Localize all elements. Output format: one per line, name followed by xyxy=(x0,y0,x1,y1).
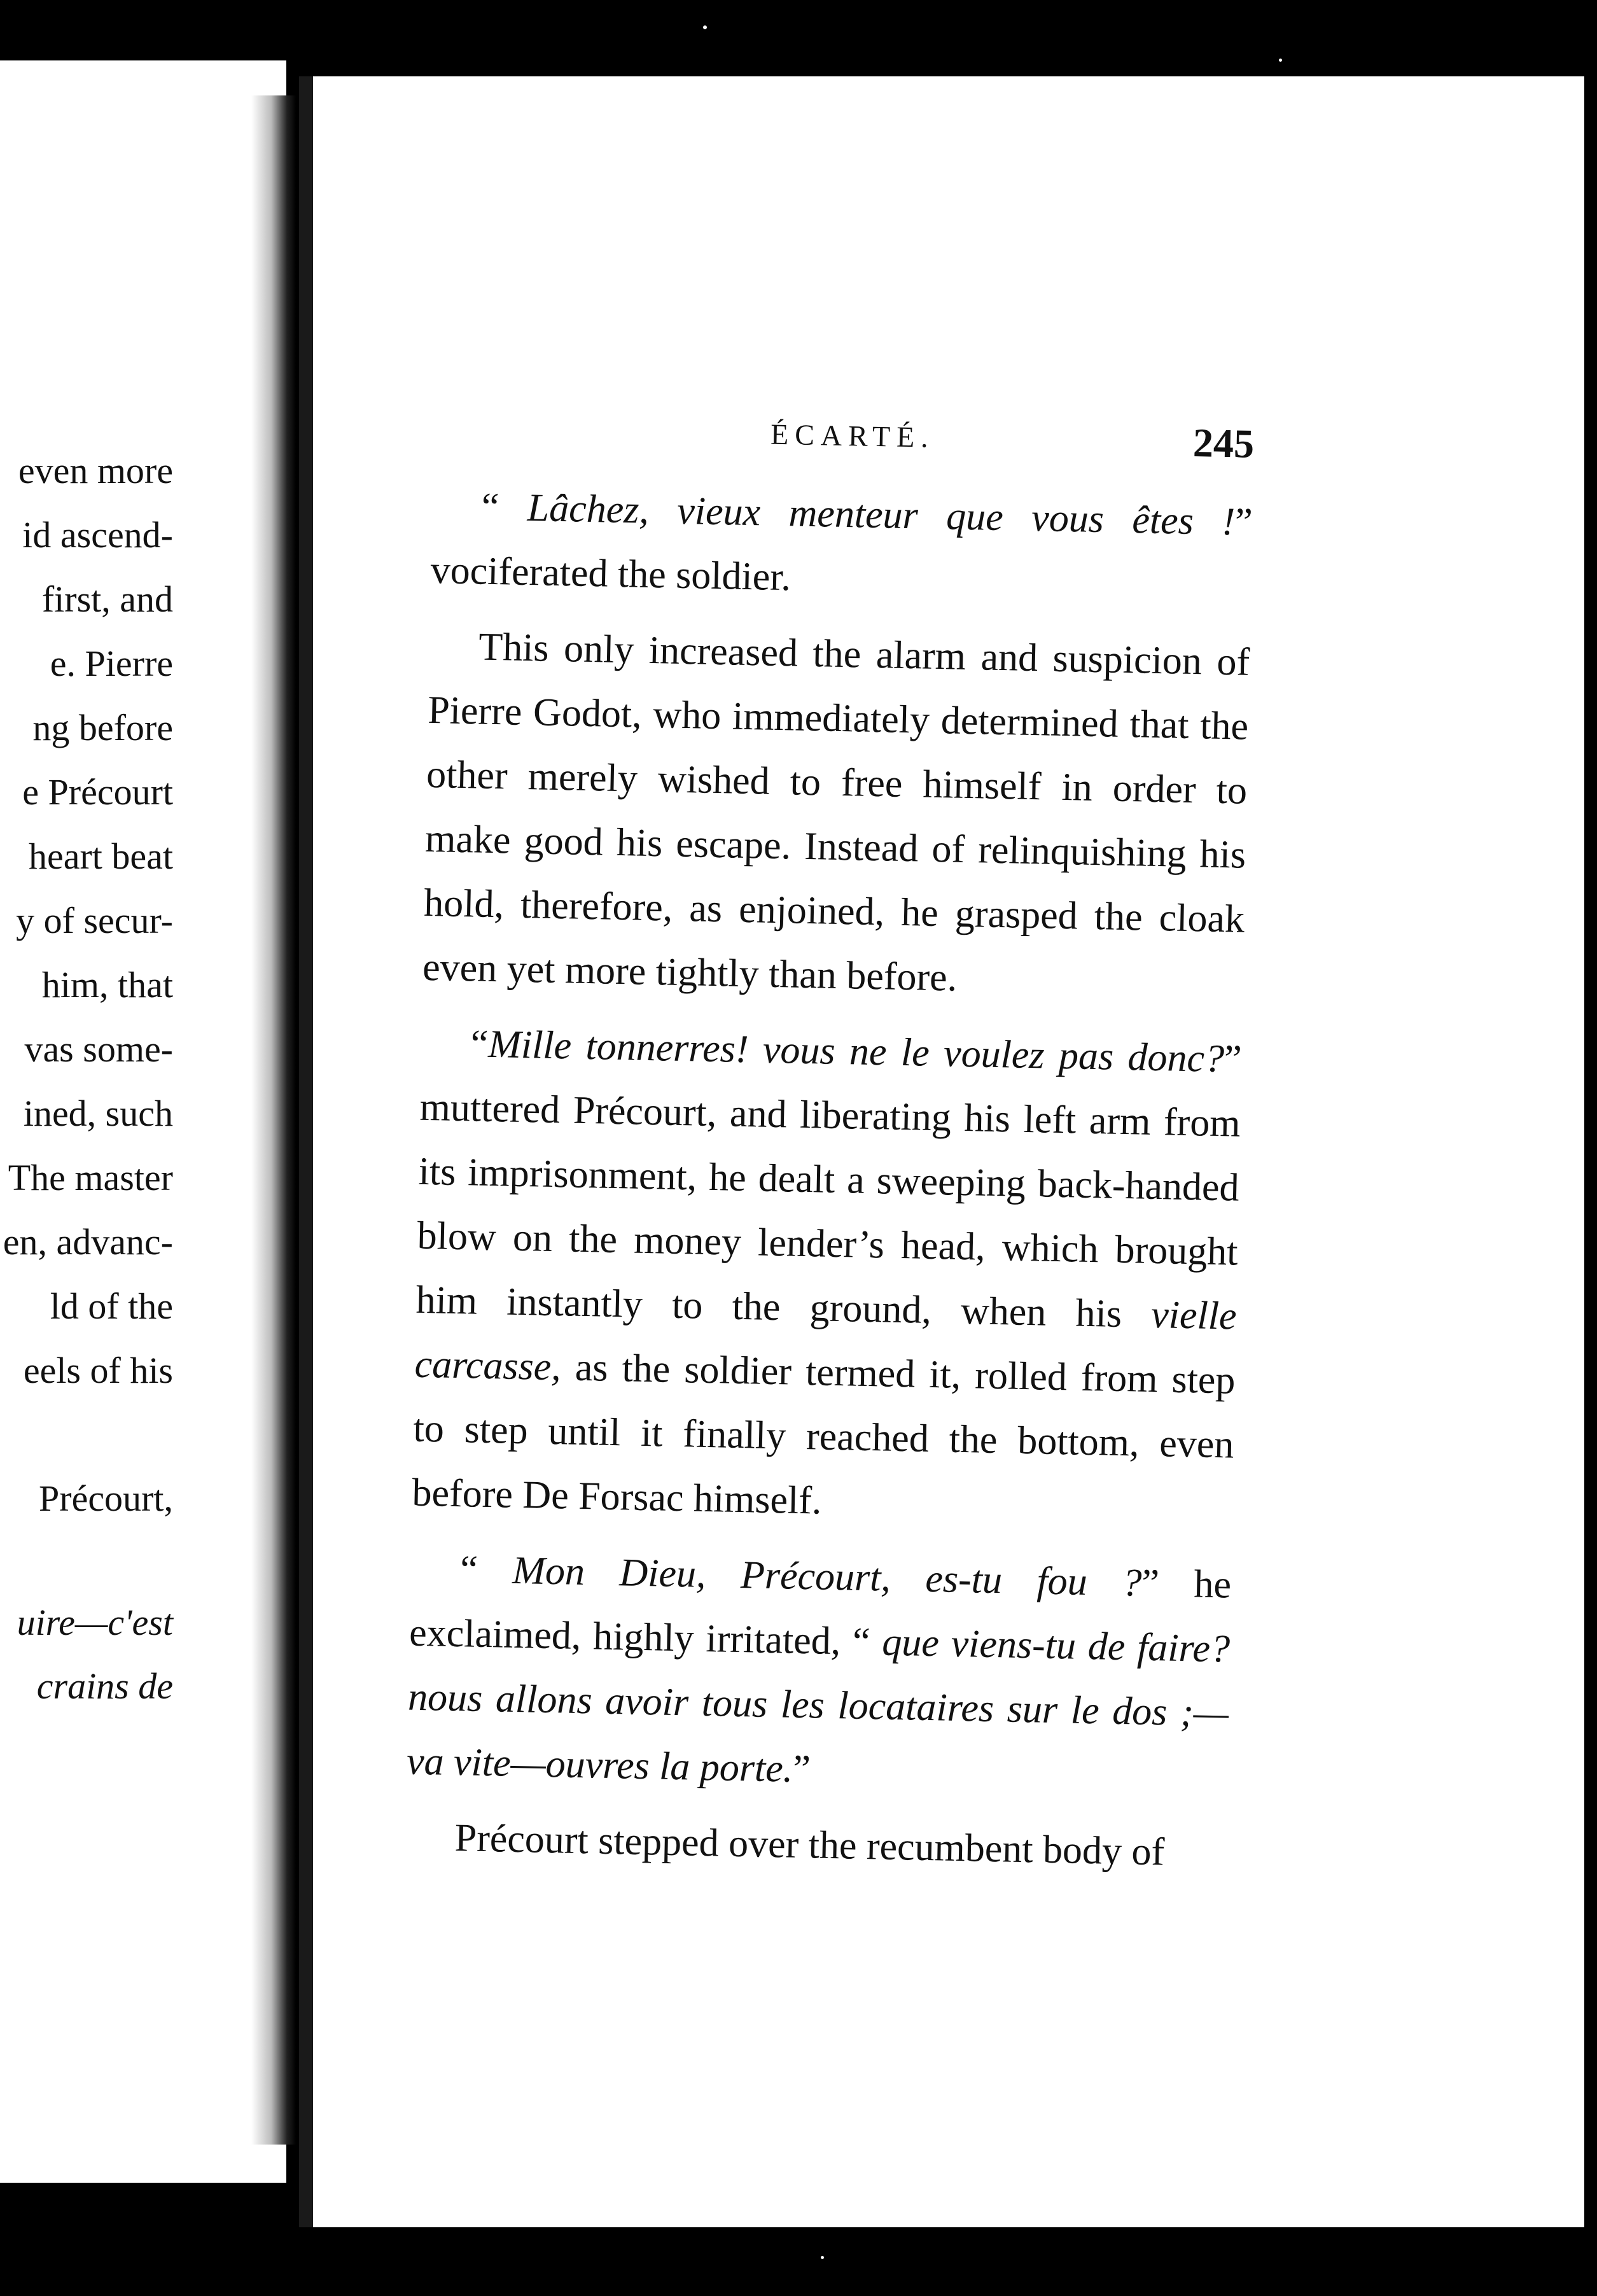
text-run: “ xyxy=(459,1548,513,1592)
left-line: ined, such xyxy=(23,1093,173,1134)
left-page-fragment xyxy=(0,60,286,2183)
left-line: e. Pierre xyxy=(50,643,173,684)
text-run-italic: Mille tonnerres! vous ne le voulez pas donc? xyxy=(487,1022,1225,1081)
text-run-italic: que viens-tu de faire? nous allons avoir tous les locataires sur le dos ;—va vite—ouvres la porte. xyxy=(406,1620,1231,1791)
text-run: This only increased the alarm and suspicion of Pierre Godot, who immediately determined that the other merely wished to free himself in order to make good his escape. Instead of relinquishing his hold, therefore, as enjoined, he grasped the cloak even yet more tightly than before. xyxy=(422,625,1250,1000)
text-run-italic: Lâchez, vieux menteur que vous êtes ! xyxy=(527,486,1236,544)
left-line: id ascend- xyxy=(22,514,173,556)
text-run: as the soldier termed it, rolled from step to step until it finally reached the bottom, even before De Forsac himself. xyxy=(411,1345,1236,1523)
left-line: crains de xyxy=(36,1665,173,1707)
text-run: “ xyxy=(481,485,528,529)
left-line: even more xyxy=(18,450,173,491)
paragraph xyxy=(405,1805,1227,1886)
left-line: heart beat xyxy=(28,836,173,877)
text-run: ” he exclaimed, highly irritated, “ xyxy=(408,1561,1232,1664)
scan-speck xyxy=(703,25,707,29)
text-run: ” vociferated the soldier. xyxy=(430,500,1253,599)
text-run: ” xyxy=(792,1747,811,1791)
left-line: Précourt, xyxy=(39,1478,173,1519)
paragraph xyxy=(422,614,1250,1016)
left-line: e Précourt xyxy=(22,771,173,813)
text-run-italic: vielle carcasse, xyxy=(414,1292,1238,1389)
paragraph xyxy=(412,1011,1243,1542)
book-gutter-shadow xyxy=(251,95,296,2145)
page-number: 245 xyxy=(1192,419,1255,466)
paragraph xyxy=(430,474,1253,619)
text-run: “ xyxy=(470,1022,489,1066)
running-title: ÉCARTÉ. xyxy=(770,417,935,454)
left-line: him, that xyxy=(41,964,173,1005)
left-line: vas some- xyxy=(24,1028,173,1070)
left-line: ld of the xyxy=(50,1285,173,1327)
left-line: en, advanc- xyxy=(3,1221,173,1263)
text-run-italic: Mon Dieu, Précourt, es-tu fou ? xyxy=(512,1548,1143,1605)
text-run: Précourt stepped over the recumbent body of xyxy=(454,1816,1165,1874)
left-line: eels of his xyxy=(23,1350,173,1391)
left-line: uire—c'est xyxy=(17,1602,173,1643)
left-line: The master xyxy=(8,1157,173,1198)
paragraph xyxy=(406,1537,1232,1810)
left-line: first, and xyxy=(41,578,173,620)
text-run: ” muttered Précourt, and liberating his left arm from its imprisonment, he dealt a sweeping back-handed blow on the money lender’s head, which brought him instantly to the ground, when his xyxy=(415,1037,1243,1336)
scan-speck xyxy=(1279,59,1282,62)
page-content xyxy=(404,404,1254,1897)
scan-speck xyxy=(821,2256,824,2259)
left-line: y of secur- xyxy=(16,900,173,941)
right-page xyxy=(299,76,1584,2227)
left-line: ng before xyxy=(32,707,173,748)
